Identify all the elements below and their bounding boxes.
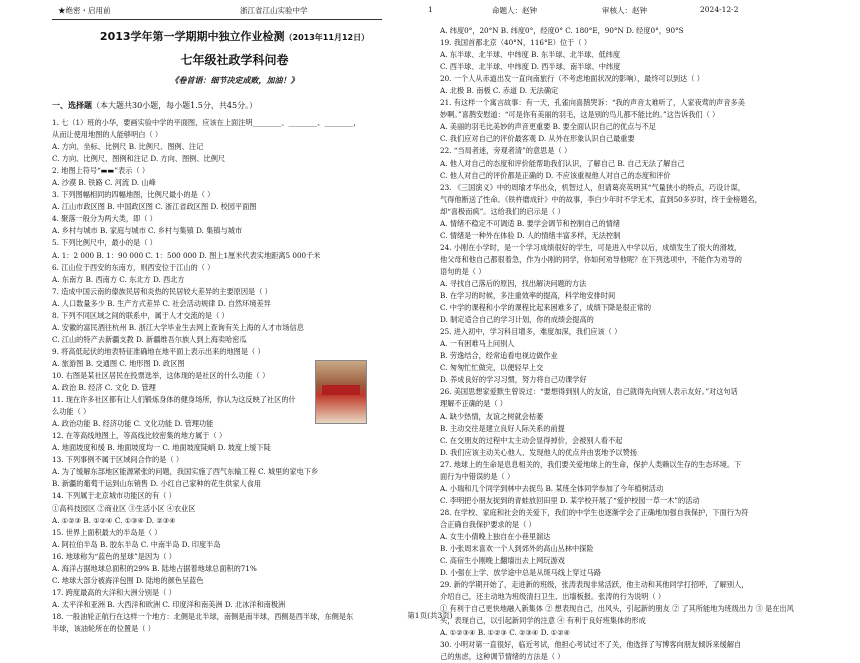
question-line: A. 缺少热情，友谊之树就会枯萎 xyxy=(440,411,544,421)
question-line: 1. 七（1）班的小华，要画实验中学的平面图，应该在上面注明________、________、________， xyxy=(52,118,361,127)
question-line: 24. 小刚在小学时，是一个学习成绩很好的学生，可是进入中学以后，成绩发生了很大的滑坡， xyxy=(440,242,742,252)
question-line: 15. 世界上面积最大的半岛是（ ） xyxy=(52,527,162,537)
question-line: 13. 下列事例不属于区域间合作的是（ ） xyxy=(52,455,184,465)
question-line: 16. 地球称为“蓝色的星球”是因为（ ） xyxy=(52,551,176,561)
question-line: A. 阿拉伯半岛 B. 胶东半岛 C. 中南半岛 D. 印度半岛 xyxy=(52,539,221,549)
question-line: 8. 下列不同区域之间的联系中，属于人才交流的是（ ） xyxy=(52,310,229,320)
question-line: C. 地球大部分被海洋包围 D. 陆地的颜色呈蓝色 xyxy=(52,575,204,585)
question-line: C. 在交朋友的过程中太主动会显得掉价，会被别人看不起 xyxy=(440,435,623,445)
question-line: D. 小强在上学、放学途中总是从斑马线上穿过马路 xyxy=(440,568,602,578)
exam-title xyxy=(52,29,417,45)
question-line: C. 西半球、北半球、中纬度 D. 西半球、南半球、中纬度 xyxy=(440,62,621,72)
question-line: A. 安徽的富民酒往杭州 B. 浙江大学毕业生去网上查询有关上海的人才市场信息 xyxy=(52,322,304,332)
question-line: ① 有利于自己更快地融入新集体 ② 想表现自己，出风头，引起新的朋友 ② 了其所能地为班级出力 ③ 是在出风 xyxy=(440,604,794,614)
question-line: A. 乡村与城市 B. 家庭与城市 C. 乡村与集镇 D. 集镇与城市 xyxy=(52,226,243,236)
question-line: 9. 将高低起伏的地表特征准确地在地平面上表示出来的地图是（ ） xyxy=(52,346,265,356)
question-line: C. 他人对自己的评价都是正确的 D. 不应该重视他人对自己的态度和评价 xyxy=(440,170,671,180)
question-line: 27. 地球上的生命是息息相关的，我们要关爱地球上的生命，保护人类赖以生存的生态环境。下 xyxy=(440,459,742,469)
question-line: D. 养成良好的学习习惯，努力将自己功课学好 xyxy=(440,375,587,385)
question-line: 么功能（ ） xyxy=(52,407,91,417)
question-line: 合正确自我保护要求的是（ ） xyxy=(440,519,536,529)
question-line: A. 地面坡度和缓 B. 地面坡度均一 C. 地面坡度陡峭 D. 坡度上缓下陡 xyxy=(52,443,271,453)
right-column xyxy=(440,25,795,663)
question-line: A. 他人对自己的态度和评价能帮助我们认识，了解自己 B. 自己无法了解自己 xyxy=(440,158,685,168)
question-line: 7. 造成中国云南的傣族民居和炎热的民居较大差异的主要原因是（ ） xyxy=(52,286,272,296)
section-desc: （本大题共30小题，每小题1.5分，共45分。） xyxy=(92,101,258,110)
question-line: C. 我们应对自己的评价最客观 D. 从外在形象认识自己最重要 xyxy=(440,134,635,144)
question-line: A. 人口数量多少 B. 生产方式差异 C. 社会活动规律 D. 自然环境差异 xyxy=(52,298,271,308)
question-line: 气得他断送了性命。《铁杵磨成针》中的故事，李白少年时不学无术，直到50多岁时，终于金榜题名， xyxy=(440,194,762,204)
page-footer: 第1页(共3页) xyxy=(407,611,453,620)
question-line: 20. 一个人从赤道出发一直向南旅行（不考虑地面状况的影响），最终可以到达（ ） xyxy=(440,74,704,84)
question-line: A. 1：2 000 B. 1：90 000 C. 1：500 000 D. 图上1厘米代表实地距离5 000千米 xyxy=(52,250,321,260)
question-line: 14. 下列属于北京城市功能区的有（ ） xyxy=(52,491,176,501)
question-line: B. 主动交往是建立良好人际关系的前提 xyxy=(440,423,565,433)
question-line: 面行为中错误的是（ ） xyxy=(440,471,515,481)
question-line: C. 情绪是一种外在体验 D. 人的情绪丰富多样，无法控制 xyxy=(440,230,621,240)
question-line: 18. 一般油轮正航行在这样一个地方：北侧是北半球，南侧是南半球，西侧是西半球，东侧是东 xyxy=(52,611,354,621)
question-line: 12. 在等高线地图上，等高线比较密集的地方属于（ ） xyxy=(52,431,227,441)
question-line: C. 江山的特产去新疆支教 D. 新疆维吾尔族人到上海卖哈密瓜 xyxy=(52,334,247,344)
question-line: 头，表现自己，以引起新同学的注意 ④ 有利于良好班集体的形成 xyxy=(440,616,646,626)
question-line: B. 在学习的时候，多注重效率的提高，科学地安排时间 xyxy=(440,291,616,301)
question-line: B. 小张周末喜欢一个人到郊外的高山丛林中探险 xyxy=(440,544,594,554)
question-line: A. 为了缓解东部地区能源紧张的问题，我国实施了西气东输工程 C. 城里的家电下乡 xyxy=(52,467,319,477)
reviewer-label: 审核人：赵钟 xyxy=(602,6,647,15)
author-label: 命题人：赵钟 xyxy=(492,6,537,15)
question-line: 从而让使用地图的人能够明白（ ） xyxy=(52,130,163,140)
section-heading xyxy=(52,99,417,113)
question-line: 4. 聚落一般分为两大类，即（ ） xyxy=(52,214,157,224)
question-line: A. 一有困难马上问别人 xyxy=(440,339,515,349)
question-line: 17. 跨度最高的大洋和大洲分别是（ ） xyxy=(52,587,176,597)
question-line: 22. “当局者迷，旁观者清”的意思是（ ） xyxy=(440,146,572,156)
question-line: 5. 下列比例尺中，最小的是（ ） xyxy=(52,238,157,248)
question-line: 10. 右图是某社区居民在投票选举，这体现的是社区的什么功能（ ） xyxy=(52,370,270,380)
question-line: 半球，该油轮所在的位置是（ ） xyxy=(52,623,155,633)
question-line: 他父母和他自己都很着急，作为小刚的同学，你如何劝导他呢？在下列选项中，不能作为劝导的 xyxy=(440,254,742,264)
photo-banner xyxy=(322,385,360,395)
question-line: D. 制定适合自己的学习计划，你的成绩会提高的 xyxy=(440,315,594,325)
question-line: A. 方向、坐标、比例尺 B. 比例尺、图例、注记 xyxy=(52,142,204,152)
question-line: 23. 《三国演义》中的周瑜才华出众，机智过人，但请葛亮英明其“气量狭小的特点，巧设计谋， xyxy=(440,182,745,192)
question-line: A. 海洋占据地球总面积的29% B. 陆地占据着地球总面积的71% xyxy=(52,563,257,573)
header-row xyxy=(0,5,860,19)
page-number-top: 1 xyxy=(428,5,433,14)
question-line: 妙啊。”喜鹊安慰道：“可是你有美丽的羽毛，这是别的鸟儿都不能比的。”这告诉我们（ ） xyxy=(440,110,720,120)
question-line: A. 情绪不稳定不可调适 B. 要学会调节和控制自己的情绪 xyxy=(440,218,621,228)
question-line: A. 政治功能 B. 经济功能 C. 文化功能 D. 管理功能 xyxy=(52,419,214,429)
question-line: A. 东半球、北半球、中纬度 B. 东半球、北半球、低纬度 xyxy=(440,50,621,60)
question-line: ①高科技园区 ②商业区 ③生活小区 ④农业区 xyxy=(52,503,196,513)
question-line: 己的焦虑，这种调节情绪的方法是（ ） xyxy=(440,652,565,662)
question-line: C. 高宿生小刚晚上翻墙出去上网玩游戏 xyxy=(440,556,565,566)
question-line: 介绍自己，还主动地为班级清扫卫生、出墙板报。张涛的行为说明（ ） xyxy=(440,592,666,602)
question-line: 28. 在学校、家庭和社会的关爱下，我们的中学生也逐渐学会了正确地加强自我保护，下面行为符 xyxy=(440,507,749,517)
question-line: 语句的是（ ） xyxy=(440,266,486,276)
question-line: 6. 江山位于西安的东南方，则西安位于江山的（ ） xyxy=(52,262,215,272)
question-line: A. 小瑞和几个同学到林中去捉鸟 B. 某班全体同学参加了今年植树活动 xyxy=(440,483,664,493)
question-line: C. 李明把小朋友捉到的青蛙放回田里 D. 某学校开展了“爱护校园一草一木”的活动 xyxy=(440,495,700,505)
question-line: A. ①②③ B. ①②④ C. ①③④ D. ②③④ xyxy=(52,515,176,525)
question-line: C. 匆匆忙忙做完，以便轻早上交 xyxy=(440,363,544,373)
secret-label: ★绝密・启用前 xyxy=(58,6,111,15)
voting-photo xyxy=(315,360,367,424)
left-column xyxy=(52,25,417,635)
question-line: 却“喜极而疯”。这给我们的启示是（ ） xyxy=(440,206,565,216)
question-line: A. 美丽的羽毛比美妙的声音更重要 B. 要全面认识自己的优点与不足 xyxy=(440,122,656,132)
exam-motto: 《卷首语：细节决定成败，加油！》 xyxy=(170,75,299,85)
question-line: 26. 美国思想家爱默生曾说过：“要想得到别人的友谊，自己就得先向别人表示友好。”对这句话 xyxy=(440,387,738,397)
question-line: 29. 新的学期开始了，走进新的班级，张涛表现非常活跃，他主动和其他同学打招呼，了解别人， xyxy=(440,580,749,590)
question-line: A. 寻找自己落后的原因，找出解决问题的方法 xyxy=(440,278,587,288)
exam-title-main: 2013学年第一学期期中独立作业检测 xyxy=(99,30,285,43)
question-line: 30. 小明对第一直很好，临近考试，他担心考试过不了关，他选择了写博客向朋友倾诉来缓解自 xyxy=(440,640,742,650)
question-line: A. 东南方 B. 西南方 C. 东北方 D. 西北方 xyxy=(52,274,185,284)
question-line: D. 我们应该主动关心他人、发现他人的优点并由衷地予以赞扬 xyxy=(440,447,637,457)
question-line: 21. 有这样一个寓言故事：有一天，孔雀向喜鹊哭诉：“我的声音太难听了，人家夜莺的声音多美 xyxy=(440,98,745,108)
question-line: A. 旅游图 B. 交通图 C. 地形图 D. 政区图 xyxy=(52,358,185,368)
school-name: 浙江省江山实验中学 xyxy=(240,6,308,15)
exam-title-date: （2013年11月12日） xyxy=(284,33,370,42)
question-line: A. 政治 B. 经济 C. 文化 D. 管理 xyxy=(52,383,156,393)
question-line: B. 新疆的葡萄干运到山东销售 D. 小红自己家种的花生供家人食用 xyxy=(52,479,262,489)
question-line: B. 劳逸结合，经常追看电视边做作业 xyxy=(440,351,558,361)
question-line: 理解不正确的是（ ） xyxy=(440,399,507,409)
question-line: A. 北极 B. 南极 C. 赤道 D. 无法确定 xyxy=(440,86,559,96)
exam-subject: 七年级社政学科问卷 xyxy=(180,53,289,67)
question-line: A. ①②③④ B. ①②③ C. ②③④ D. ①②④ xyxy=(440,628,571,638)
question-line: 25. 进入初中，学习科目增多，难度加深，我们应该（ ） xyxy=(440,327,622,337)
question-line: C. 中学的课程和小学的课程比起来困难多了，成绩下降是很正常的 xyxy=(440,303,652,313)
section-label: 一、选择题 xyxy=(52,101,92,110)
question-line: 11. 现在许多社区都有让人们锻炼身体的健身场所，你认为这反映了社区的什 xyxy=(52,395,296,405)
question-line: 19. 我国首都北京（40°N，116°E）位于（ ） xyxy=(440,38,592,48)
date-label: 2024-12-2 xyxy=(700,5,739,14)
question-line: C. 方向、比例尺、图例和注记 D. 方向、图例、比例尺 xyxy=(52,154,226,164)
question-line: A. 女生小倩晚上独自在小巷里溜达 xyxy=(440,531,551,541)
question-line: A. 纬度0°，20°N B. 纬度0°，经度0° C. 180°E，90°N D. 经度0°，90°S xyxy=(440,26,684,35)
question-line: A. 太平洋和亚洲 B. 大西洋和欧洲 C. 印度洋和南美洲 D. 北冰洋和南极洲 xyxy=(52,599,286,609)
question-line: A. 江山市政区图 B. 中国政区图 C. 浙江省政区图 D. 校园平面图 xyxy=(52,202,257,212)
question-line: 3. 下列图幅相同的四幅地图，比例尺最小的是（ ） xyxy=(52,190,215,200)
right-question-list xyxy=(440,25,795,663)
question-line: A. 沙漠 B. 铁路 C. 河流 D. 山峰 xyxy=(52,178,156,188)
header-divider xyxy=(52,19,382,20)
question-line: 2. 地图上符号“▬▬”表示（ ） xyxy=(52,166,150,176)
